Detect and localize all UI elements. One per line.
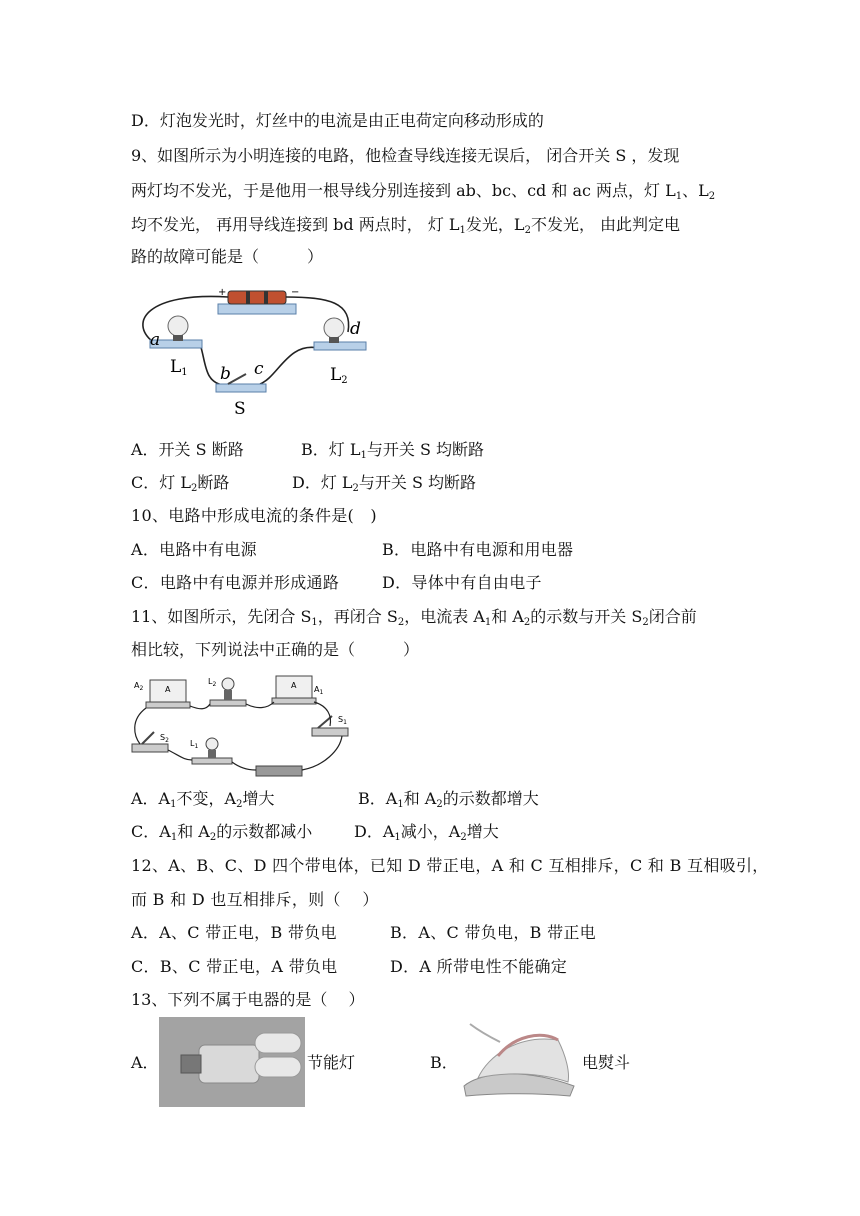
subscript: 2 xyxy=(524,225,531,236)
q13-option-a-label xyxy=(131,1053,159,1073)
q11-option-d xyxy=(354,822,499,848)
q11-stem-line1 xyxy=(131,607,697,633)
q9-stem-line2 xyxy=(131,181,715,207)
text: 9、如图所示为小明连接的电路，他检查导线连接无误后， 闭合开关 S ，发现 xyxy=(131,146,680,165)
q8-option-d xyxy=(131,111,544,131)
subscript: 1 xyxy=(459,225,466,236)
q10-option-b xyxy=(382,540,573,560)
q13-option-a-text xyxy=(307,1053,355,1073)
text: 与开关 S 均断路 xyxy=(366,440,484,459)
wire xyxy=(232,762,256,770)
label-l1: L1 xyxy=(170,357,188,378)
text: 的示数都减小 xyxy=(216,822,313,841)
subscript: 2 xyxy=(642,617,649,628)
q9-option-a xyxy=(131,440,244,460)
subscript: 1 xyxy=(675,191,683,202)
text: C．A xyxy=(131,822,171,841)
text: 与开关 S 均断路 xyxy=(358,473,477,492)
text: ，电流表 A xyxy=(404,607,485,626)
text: 而 B 和 D 也互相排斥，则（ ） xyxy=(131,890,379,909)
q12-stem-line1 xyxy=(131,856,769,876)
text: 和 A xyxy=(403,789,437,808)
subscript: 2 xyxy=(397,617,405,628)
text: 和 A xyxy=(491,607,524,626)
q12-option-b xyxy=(390,923,596,943)
text: C．电路中有电源并形成通路 xyxy=(131,573,340,592)
subscript: 1 xyxy=(170,799,177,810)
text: D．灯 L xyxy=(292,473,353,492)
text: A．A、C 带正电，B 带负电 xyxy=(131,923,337,942)
label-l1: $L_1$ xyxy=(190,739,199,750)
q13-option-b-label xyxy=(430,1053,458,1073)
text: B． xyxy=(430,1053,458,1072)
bulb-icon xyxy=(206,738,218,750)
text: B．电路中有电源和用电器 xyxy=(382,540,574,559)
text: 增大 xyxy=(242,789,275,808)
subscript: 2 xyxy=(190,483,198,494)
text: D．A xyxy=(354,822,395,841)
wire xyxy=(260,347,318,384)
label-b: b xyxy=(220,364,231,384)
plus-label: + xyxy=(218,287,227,298)
lamp-tube-icon xyxy=(255,1057,301,1077)
text: A．电路中有电源 xyxy=(131,540,257,559)
text: 12、A、B、C、D 四个带电体，已知 D 带正电，A 和 C 互相排斥，C 和 B 互相吸引， xyxy=(131,856,769,875)
wire xyxy=(246,702,274,708)
label-a1: $A_1$ xyxy=(314,685,324,696)
subscript: 2 xyxy=(209,832,217,843)
iron-cord-icon xyxy=(470,1024,500,1042)
lamp-screw-icon xyxy=(181,1055,201,1073)
q10-stem xyxy=(131,506,377,526)
q11-stem-line2 xyxy=(131,640,419,660)
subscript: 1 xyxy=(484,617,492,628)
meter-face-label: A xyxy=(165,685,171,694)
electric-iron-image xyxy=(458,1016,578,1106)
switch-s1-base xyxy=(312,728,348,736)
text: 不发光， 由此判定电 xyxy=(530,215,681,234)
text: 均不发光， 再用导线连接到 bd 两点时， 灯 L xyxy=(131,215,460,234)
text: 路的故障可能是（ ） xyxy=(131,247,324,266)
q9-option-d xyxy=(292,473,476,499)
q12-option-a xyxy=(131,923,337,943)
q9-circuit-figure xyxy=(128,282,388,420)
label-s1: $S_1$ xyxy=(338,715,347,726)
text: 11、如图所示，先闭合 S xyxy=(131,607,312,626)
q9-option-c xyxy=(131,473,229,499)
text: A． xyxy=(131,1053,159,1072)
text: 、L xyxy=(682,181,709,200)
label-l2: L2 xyxy=(330,365,348,386)
wire xyxy=(314,702,330,726)
q9-stem-line4 xyxy=(131,247,323,267)
q12-option-c xyxy=(131,957,337,977)
text: 和 A xyxy=(177,822,210,841)
subscript: 2 xyxy=(523,617,531,628)
q13-option-b-text xyxy=(582,1053,630,1073)
text: B．A xyxy=(358,789,398,808)
label-a: a xyxy=(150,330,161,350)
text: C．灯 L xyxy=(131,473,191,492)
text: ，再闭合 S xyxy=(317,607,398,626)
lamp-l2-base xyxy=(314,342,366,350)
subscript: 1 xyxy=(170,832,178,843)
text: D．A 所带电性不能确定 xyxy=(390,957,568,976)
switch-lever-icon xyxy=(142,732,154,744)
wire xyxy=(302,736,342,770)
q11-circuit-figure xyxy=(128,670,360,780)
q12-stem-line2 xyxy=(131,890,379,910)
label-l2: $L_2$ xyxy=(208,677,217,688)
subscript: 1 xyxy=(311,617,318,628)
q9-stem-line1 xyxy=(131,146,679,166)
subscript: 2 xyxy=(460,832,467,843)
q9-option-b xyxy=(301,440,484,466)
text: 相比较，下列说法中正确的是（ ） xyxy=(131,640,420,659)
wire xyxy=(190,704,210,709)
subscript: 1 xyxy=(394,832,401,843)
q11-option-b xyxy=(358,789,539,815)
energy-saving-lamp-image xyxy=(159,1017,305,1107)
switch-s2-base xyxy=(132,744,168,752)
text: 闭合前 xyxy=(648,607,697,626)
subscript: 2 xyxy=(352,483,359,494)
wire xyxy=(168,750,192,760)
text: 的示数与开关 S xyxy=(530,607,643,626)
bulb-icon xyxy=(168,316,188,336)
subscript: 2 xyxy=(436,799,443,810)
text: 减小，A xyxy=(400,822,461,841)
battery-base xyxy=(218,304,296,314)
label-a2: $A_2$ xyxy=(134,681,144,692)
text: A．开关 S 断路 xyxy=(131,440,244,459)
text: 不变，A xyxy=(176,789,237,808)
text: 增大 xyxy=(466,822,499,841)
switch-base xyxy=(216,384,266,392)
text: 发光，L xyxy=(465,215,525,234)
lamp-tube-icon xyxy=(255,1033,301,1053)
text: 电熨斗 xyxy=(582,1053,631,1072)
text: 13、下列不属于电器的是（ ） xyxy=(131,990,365,1009)
text: 断路 xyxy=(197,473,230,492)
wire xyxy=(135,708,146,744)
bulb-icon xyxy=(324,318,344,338)
text: D．灯泡发光时，灯丝中的电流是由正电荷定向移动形成的 xyxy=(131,111,544,130)
subscript: 2 xyxy=(708,191,716,202)
q10-option-d xyxy=(382,573,542,593)
text: 两灯均不发光，于是他用一根导线分别连接到 ab、bc、cd 和 ac 两点，灯 L xyxy=(131,181,676,200)
label-s: S xyxy=(234,399,246,419)
label-d: d xyxy=(350,319,361,339)
text: C．B、C 带正电，A 带负电 xyxy=(131,957,338,976)
bulb-icon xyxy=(222,678,234,690)
q11-option-a xyxy=(131,789,274,815)
text: A．A xyxy=(131,789,171,808)
text: 节能灯 xyxy=(307,1053,356,1072)
subscript: 1 xyxy=(360,450,367,461)
meter-face-label: A xyxy=(291,681,297,690)
q13-stem xyxy=(131,990,364,1010)
lamp-base-icon xyxy=(199,1045,259,1083)
text: B．灯 L xyxy=(301,440,361,459)
subscript: 1 xyxy=(397,799,404,810)
subscript: 2 xyxy=(236,799,243,810)
q10-option-c xyxy=(131,573,339,593)
text: 10、电路中形成电流的条件是( ) xyxy=(131,506,377,525)
label-s2: $S_2$ xyxy=(160,733,169,744)
q10-option-a xyxy=(131,540,257,560)
text: B．A、C 带负电，B 带正电 xyxy=(390,923,596,942)
text: 的示数都增大 xyxy=(442,789,539,808)
q11-option-c xyxy=(131,822,312,848)
text: D．导体中有自由电子 xyxy=(382,573,542,592)
q12-option-d xyxy=(390,957,567,977)
battery-icon xyxy=(228,291,286,304)
label-c: c xyxy=(254,359,264,379)
battery-icon xyxy=(256,766,302,776)
q9-stem-line3 xyxy=(131,215,680,241)
minus-label: − xyxy=(291,287,300,298)
